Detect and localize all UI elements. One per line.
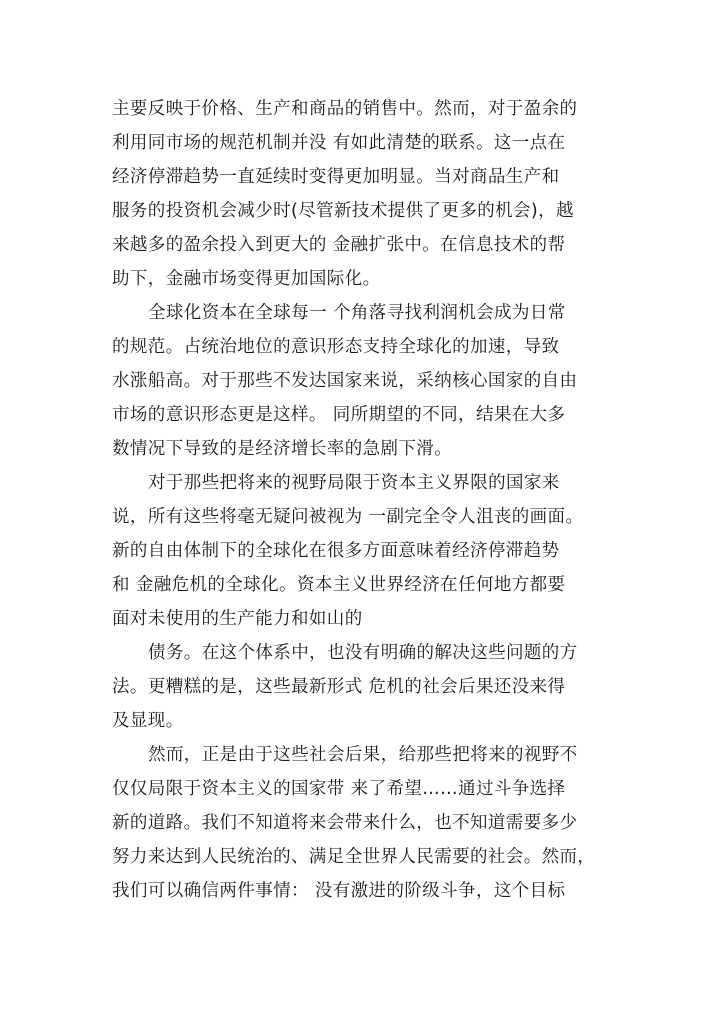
document-page	[112, 92, 612, 908]
text-line: 仅仅局限于资本主义的国家带 来了希望……通过斗争选择	[112, 779, 566, 799]
text-line: 面对未使用的生产能力和如山的	[112, 609, 363, 629]
text-line: 新的自由体制下的全球化在很多方面意味着经济停滞趋势	[112, 541, 560, 561]
text-line: 市场的意识形态更是这样。 同所期望的不同，结果在大多	[112, 405, 566, 425]
text-line: 然而，正是由于这些社会后果，给那些把将来的视野不	[148, 745, 578, 765]
text-line: 新的道路。我们不知道将来会带来什么，也不知道需要多少	[112, 813, 578, 833]
text-line: 我们可以确信两件事情： 没有激进的阶级斗争，这个目标	[112, 881, 566, 901]
text-line: 对于那些把将来的视野局限于资本主义界限的国家来	[148, 473, 560, 493]
text-line: 助下，金融市场变得更加国际化。	[112, 269, 381, 289]
text-line: 法。更糟糕的是，这些最新形式 危机的社会后果还没来得	[112, 677, 566, 697]
text-line: 及显现。	[112, 711, 184, 731]
text-line: 数情况下导致的是经济增长率的急剧下滑。	[112, 439, 453, 459]
text-line: 利用同市场的规范机制并没 有如此清楚的联系。这一点在	[112, 133, 566, 153]
text-line: 来越多的盈余投入到更大的 金融扩张中。在信息技术的帮	[112, 235, 566, 255]
text-line: 说，所有这些将毫无疑问被视为 一副完全令人沮丧的画面。	[112, 507, 584, 527]
text-line: 债务。在这个体系中，也没有明确的解决这些问题的方	[148, 643, 578, 663]
text-line: 全球化资本在全球每一 个角落寻找利润机会成为日常	[148, 303, 566, 323]
text-line: 努力来达到人民统治的、满足全世界人民需要的社会。然而，	[112, 847, 596, 867]
text-line: 主要反映于价格、生产和商品的销售中。然而，对于盈余的	[112, 99, 578, 119]
text-line: 服务的投资机会减少时(尽管新技术提供了更多的机会)，越	[112, 201, 574, 221]
text-line: 水涨船高。对于那些不发达国家来说，采纳核心国家的自由	[112, 371, 578, 391]
text-line: 和 金融危机的全球化。资本主义世界经济在任何地方都要	[112, 575, 566, 595]
text-line: 的规范。占统治地位的意识形态支持全球化的加速，导致	[112, 337, 560, 357]
text-line: 经济停滞趋势一直延续时变得更加明显。当对商品生产和	[112, 167, 560, 187]
